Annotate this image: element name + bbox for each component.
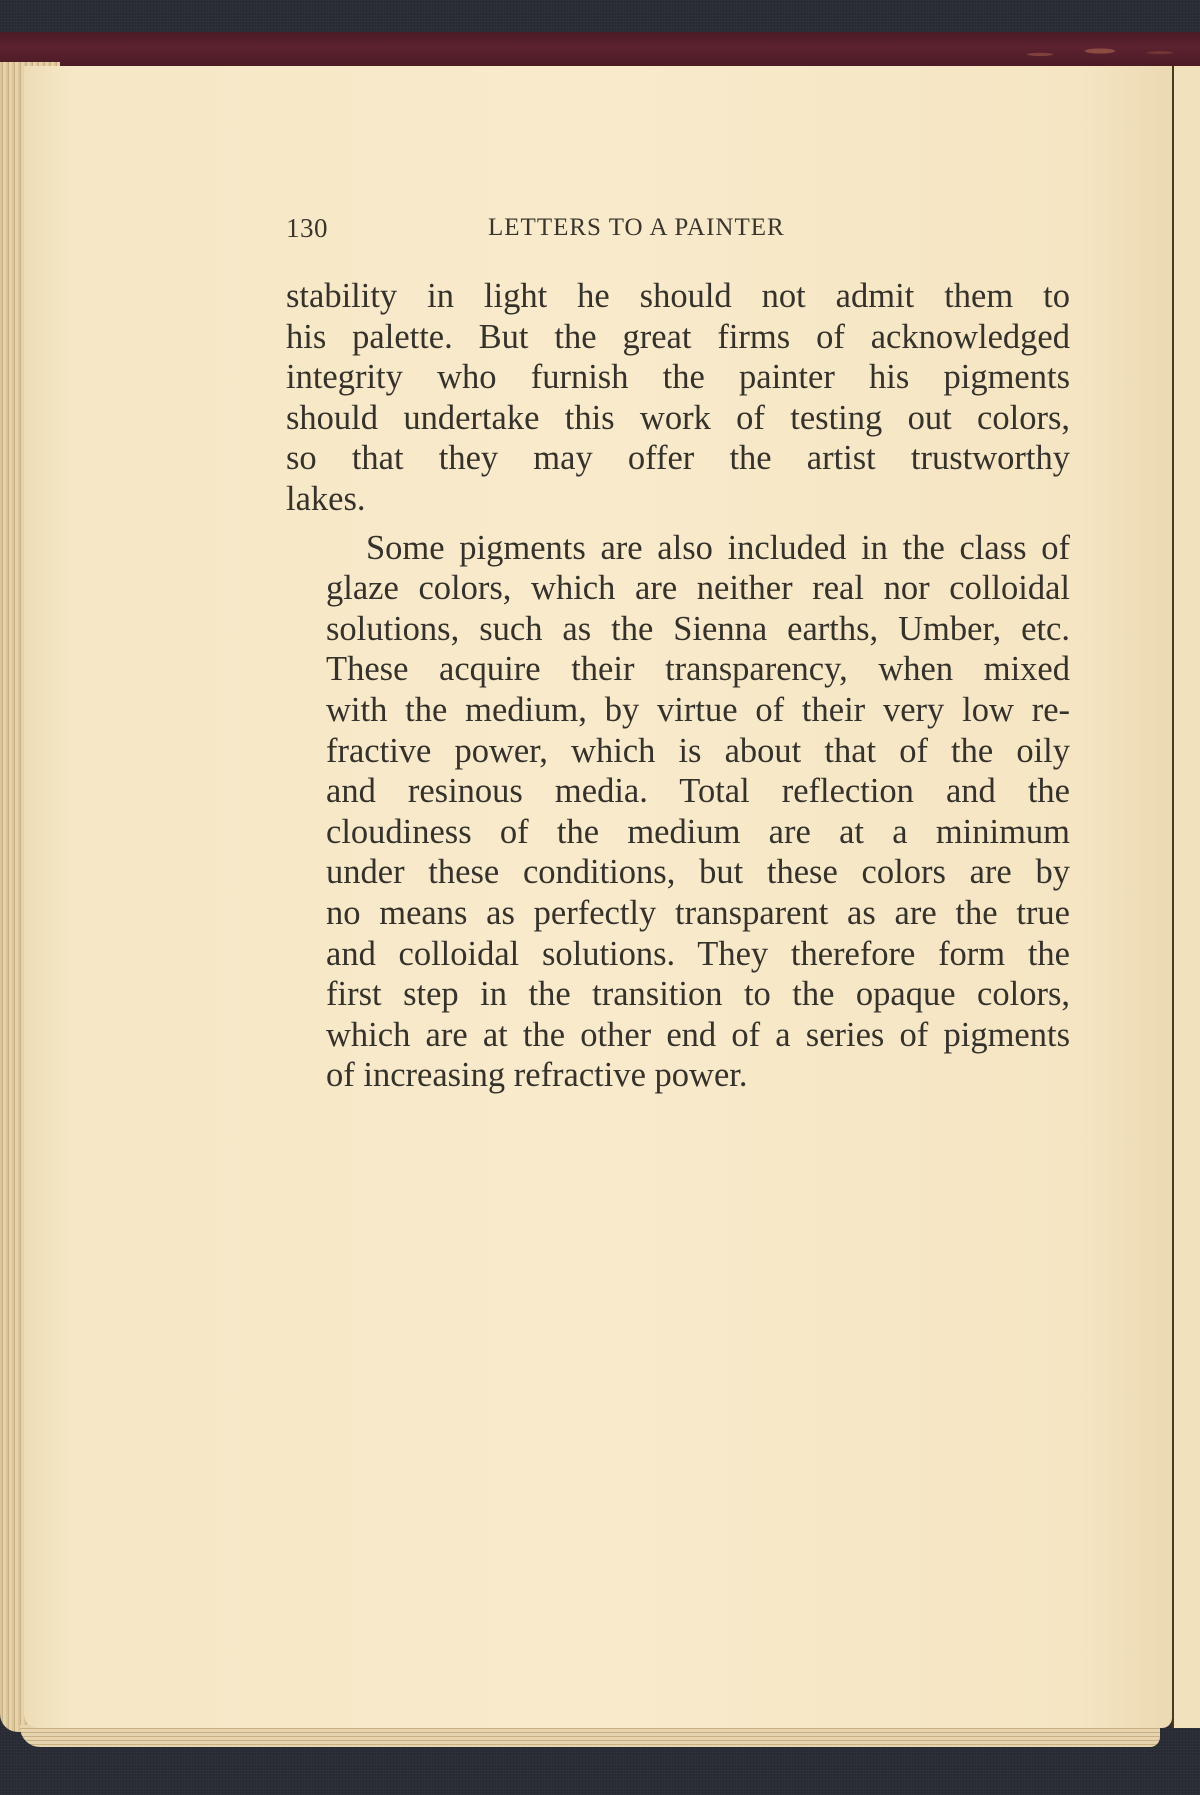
text-line: under these conditions, but these colors are by — [326, 853, 1070, 892]
text-line: of increasing refractive power. — [326, 1056, 748, 1095]
text-line: should undertake this work of testing out colors, — [286, 398, 1070, 437]
text-line: glaze colors, which are neither real nor colloidal — [326, 569, 1070, 608]
text-line: fractive power, which is about that of the oily — [326, 731, 1070, 770]
running-title: LETTERS TO A PAINTER — [488, 214, 785, 241]
paragraph — [286, 528, 1070, 1096]
text-line: lakes. — [286, 479, 366, 518]
text-line: integrity who furnish the painter his pigments — [286, 358, 1070, 397]
text-line: first step in the transition to the opaque colors, — [326, 975, 1070, 1014]
page-edges-bottom — [20, 1725, 1160, 1747]
text-line: stability in light he should not admit them to — [286, 277, 1070, 315]
text-line: and colloidal solutions. They therefore form the — [326, 934, 1070, 973]
paragraph — [286, 276, 1070, 520]
body-text — [286, 276, 1070, 1096]
text-line: These acquire their transparency, when mixed — [326, 650, 1070, 689]
text-line: cloudiness of the medium are at a minimum — [326, 812, 1070, 851]
text-line: his palette. But the great firms of acknowledged — [286, 317, 1070, 356]
text-line: with the medium, by virtue of their very low re- — [326, 690, 1070, 729]
frayed-headband — [1000, 34, 1200, 68]
text-line: which are at the other end of a series of pigments — [326, 1015, 1070, 1054]
page-number: 130 — [286, 213, 328, 243]
text-line: so that they may offer the artist trustworthy — [286, 439, 1070, 478]
adjacent-page-edge — [1172, 66, 1200, 1728]
text-line: Some pigments are also included in the class of — [366, 528, 1070, 567]
text-line: no means as perfectly transparent as are the true — [326, 893, 1070, 932]
text-line: solutions, such as the Sienna earths, Umber, etc. — [326, 609, 1070, 648]
text-line: and resinous media. Total reflection and the — [326, 772, 1070, 811]
